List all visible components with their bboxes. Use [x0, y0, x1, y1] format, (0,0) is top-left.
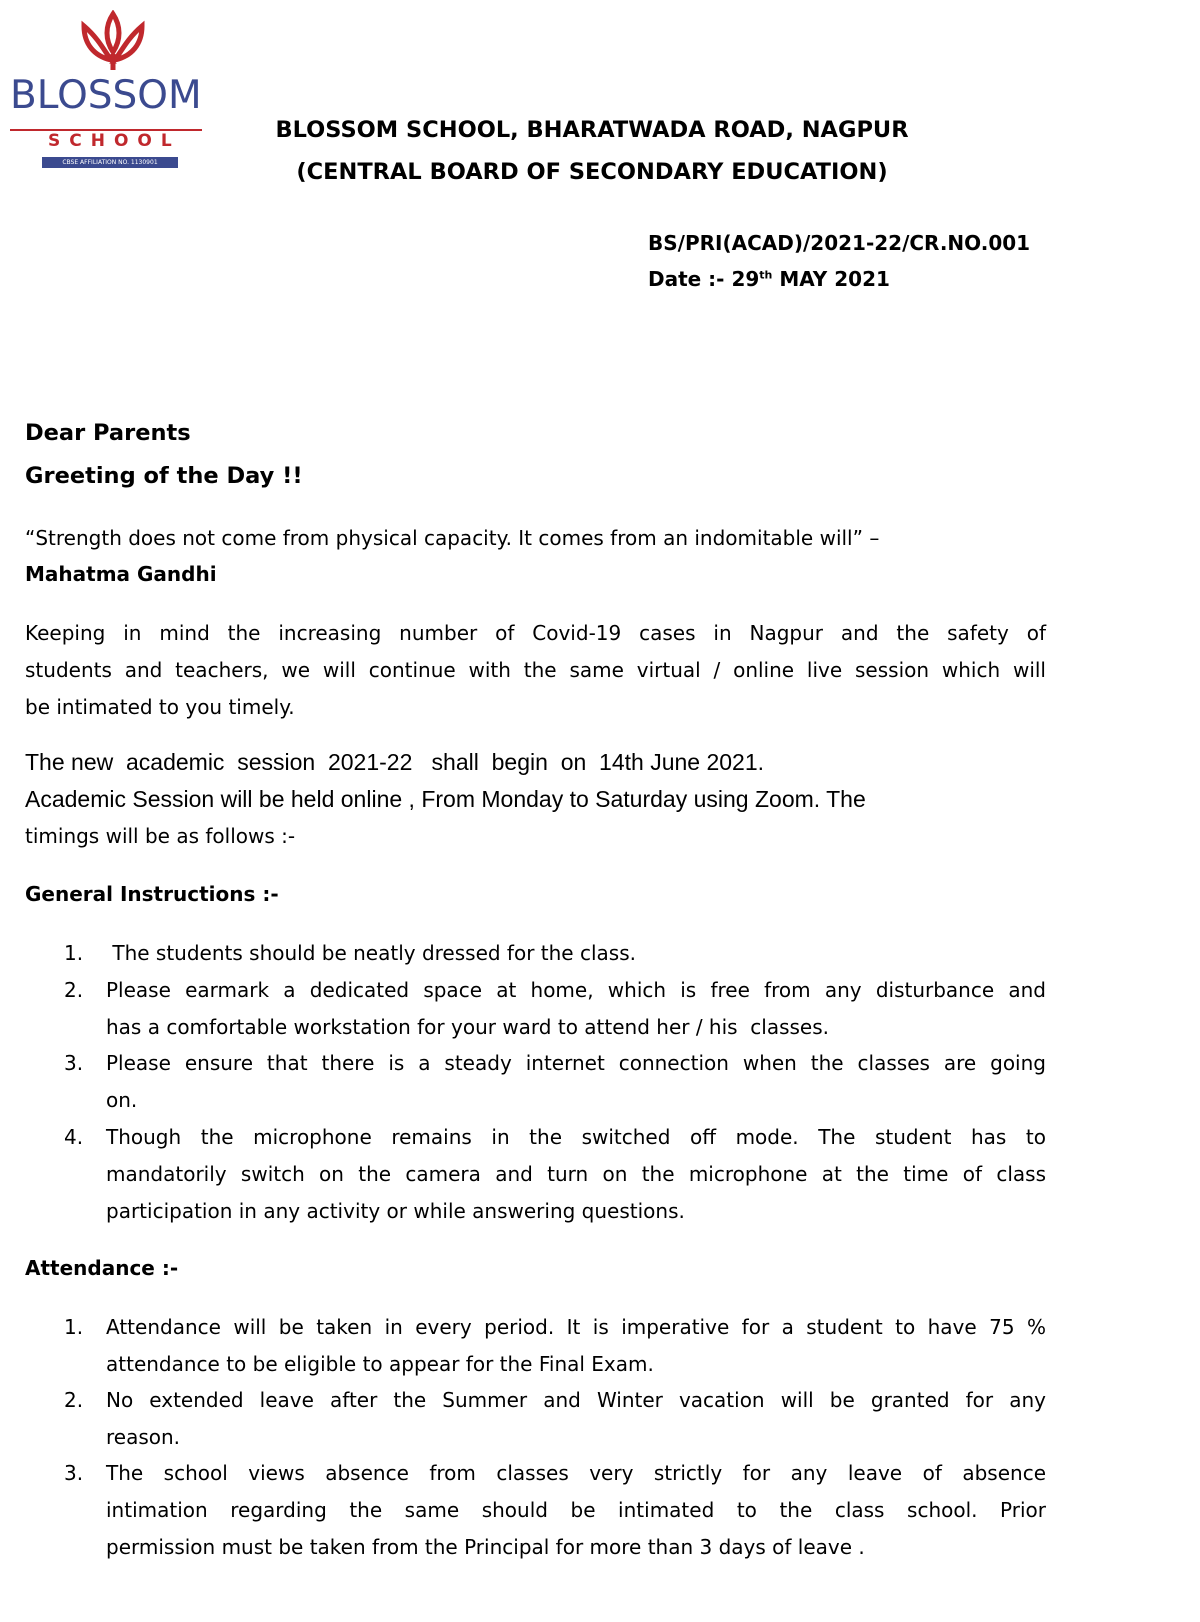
paragraph-session	[25, 744, 1046, 818]
list-line: has a comfortable workstation for your ward to attend her / his classes.	[106, 1015, 830, 1039]
school-logo	[10, 10, 205, 170]
list-line: The students should be neatly dressed for the class.	[106, 941, 636, 965]
list-line: Attendance will be taken in every period. It is imperative for a student to have 75 %	[106, 1315, 1046, 1339]
school-title: BLOSSOM SCHOOL, BHARATWADA ROAD, NAGPUR	[275, 117, 909, 143]
date-prefix: Date :- 29	[648, 267, 760, 291]
date-suffix: MAY 2021	[772, 267, 890, 291]
list-number: 2.	[64, 1388, 84, 1412]
circular-date	[648, 266, 890, 292]
list-number: 3.	[64, 1461, 84, 1485]
list-text	[106, 1455, 1046, 1566]
date-superscript: th	[759, 268, 773, 282]
paragraph-covid	[25, 615, 1046, 726]
list-line: intimation regarding the same should be intimated to the class school. Prior	[106, 1498, 1046, 1522]
paragraph-line: Academic Session will be held online , From Monday to Saturday using Zoom. The	[25, 786, 866, 812]
list-line: Though the microphone remains in the switched off mode. The student has to	[106, 1125, 1046, 1149]
board-title: (CENTRAL BOARD OF SECONDARY EDUCATION)	[296, 159, 888, 185]
list-text	[106, 972, 1046, 1046]
list-number: 1.	[64, 1315, 84, 1339]
quote-author: Mahatma Gandhi	[25, 562, 217, 586]
lotus-icon	[78, 10, 148, 72]
list-line: permission must be taken from the Principal for more than 3 days of leave .	[106, 1535, 865, 1559]
list-text	[106, 1045, 1046, 1119]
list-number: 1.	[64, 941, 84, 965]
list-line: No extended leave after the Summer and Winter vacation will be granted for any	[106, 1388, 1046, 1412]
attendance-heading: Attendance :-	[25, 1256, 179, 1280]
salutation: Dear Parents	[25, 420, 191, 446]
logo-name: BLOSSOM	[10, 73, 202, 118]
list-line: on.	[106, 1088, 138, 1112]
list-text	[106, 935, 1046, 972]
list-line: reason.	[106, 1425, 181, 1449]
paragraph-line: students and teachers, we will continue with the same virtual / online live session which will	[25, 658, 1046, 682]
list-number: 4.	[64, 1125, 84, 1149]
list-text	[106, 1309, 1046, 1383]
list-line: participation in any activity or while answering questions.	[106, 1199, 685, 1223]
paragraph-timings: timings will be as follows :-	[25, 824, 296, 848]
logo-affiliation: CBSE AFFILIATION NO. 1130901	[42, 157, 178, 168]
list-line: attendance to be eligible to appear for the Final Exam.	[106, 1352, 654, 1376]
list-text	[106, 1382, 1046, 1456]
quote-text: “Strength does not come from physical capacity. It comes from an indomitable will” –	[25, 526, 880, 550]
logo-subtitle: SCHOOL	[48, 131, 181, 151]
paragraph-line: Keeping in mind the increasing number of Covid-19 cases in Nagpur and the safety of	[25, 621, 1046, 645]
paragraph-line: be intimated to you timely.	[25, 695, 295, 719]
list-line: Please earmark a dedicated space at home, which is free from any disturbance and	[106, 978, 1046, 1002]
reference-number: BS/PRI(ACAD)/2021-22/CR.NO.001	[648, 231, 1031, 255]
list-line: mandatorily switch on the camera and turn on the microphone at the time of class	[106, 1162, 1046, 1186]
paragraph-line: The new academic session 2021-22 shall begin on 14th June 2021.	[25, 749, 765, 775]
list-line: The school views absence from classes very strictly for any leave of absence	[106, 1461, 1046, 1485]
list-line: Please ensure that there is a steady internet connection when the classes are going	[106, 1051, 1046, 1075]
list-number: 3.	[64, 1051, 84, 1075]
list-number: 2.	[64, 978, 84, 1002]
general-instructions-heading: General Instructions :-	[25, 882, 279, 906]
list-text	[106, 1119, 1046, 1230]
greeting-line: Greeting of the Day !!	[25, 463, 303, 489]
